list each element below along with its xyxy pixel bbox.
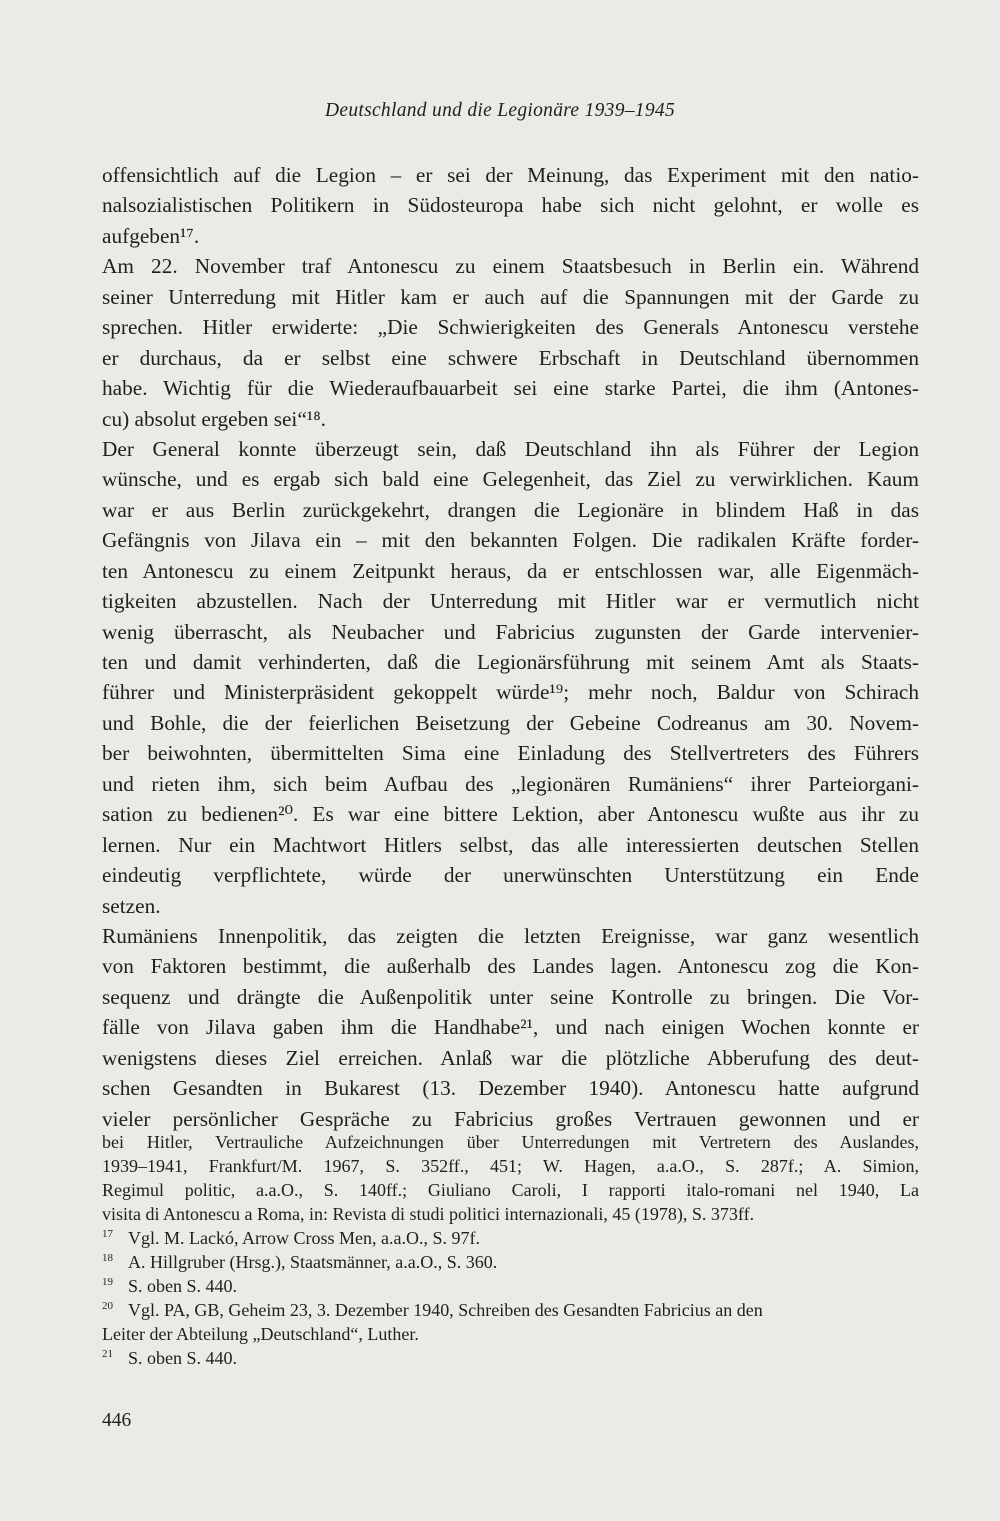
text-line: cu) absolut ergeben sei“¹⁸. bbox=[102, 406, 326, 431]
text-line: und Bohle, die der feierlichen Beisetzung der Gebeine Codreanus am 30. Novem- bbox=[102, 710, 919, 735]
text-line: nalsozialistischen Politikern in Südosteuropa habe sich nicht gelohnt, er wolle es bbox=[102, 193, 919, 218]
footnote-text: A. Hillgruber (Hrsg.), Staatsmänner, a.a.O., S. 360. bbox=[128, 1252, 498, 1272]
text-line: vieler persönlicher Gespräche zu Fabricius großes Vertrauen gewonnen und er bbox=[102, 1106, 919, 1131]
text-line: Rumäniens Innenpolitik, das zeigten die letzten Ereignisse, war ganz wesentlich bbox=[102, 923, 919, 948]
text-line: tigkeiten abzustellen. Nach der Unterredung mit Hitler war er vermutlich nicht bbox=[102, 589, 919, 614]
text-line: von Faktoren bestimmt, die außerhalb des Landes lagen. Antonescu zog die Kon- bbox=[102, 954, 919, 979]
text-line: wenig überrascht, als Neubacher und Fabricius zugunsten der Garde intervenier- bbox=[102, 619, 919, 644]
text-line: fälle von Jilava gaben ihm die Handhabe²¹, und nach einigen Wochen konnte er bbox=[102, 1015, 919, 1040]
text-line: er durchaus, da er selbst eine schwere Erbschaft in Deutschland übernommen bbox=[102, 345, 919, 370]
footnote-20: 20 Vgl. PA, GB, Geheim 23, 3. Dezember 1940, Schreiben des Gesandten Fabricius an den bbox=[102, 1300, 763, 1320]
main-text bbox=[102, 160, 919, 1134]
footnotes-block bbox=[102, 1130, 919, 1370]
text-line: seiner Unterredung mit Hitler kam er auch auf die Spannungen mit der Garde zu bbox=[102, 284, 919, 309]
page-number: 446 bbox=[102, 1410, 132, 1431]
text-line: sprechen. Hitler erwiderte: „Die Schwierigkeiten des Generals Antonescu verstehe bbox=[102, 315, 919, 340]
text-line: lernen. Nur ein Machtwort Hitlers selbst, das alle interessierten deutschen Stellen bbox=[102, 832, 919, 857]
text-line: ten und damit verhinderten, daß die Legionärsführung mit seinem Amt als Staats- bbox=[102, 650, 919, 674]
footnote-text: Vgl. PA, GB, Geheim 23, 3. Dezember 1940, Schreiben des Gesandten Fabricius an den bbox=[128, 1300, 763, 1320]
text-line: wenigstens dieses Ziel erreichen. Anlaß war die plötzliche Abberufung des deut- bbox=[102, 1045, 919, 1070]
text-line: schen Gesandten in Bukarest (13. Dezember 1940). Antonescu hatte aufgrund bbox=[102, 1076, 919, 1101]
footnote-continuation-line: 1939–1941, Frankfurt/M. 1967, S. 352ff., 451; W. Hagen, a.a.O., S. 287f.; A. Simion, bbox=[102, 1156, 919, 1176]
footnote-continuation-line: visita di Antonescu a Roma, in: Revista di studi politici internazionali, 45 (1978), S. 373ff. bbox=[102, 1204, 755, 1224]
text-line: wünsche, und es ergab sich bald eine Gelegenheit, das Ziel zu verwirklichen. Kaum bbox=[102, 467, 919, 492]
footnote-21: 21 S. oben S. 440. bbox=[102, 1348, 238, 1368]
footnote-18: 18 A. Hillgruber (Hrsg.), Staatsmänner, a.a.O., S. 360. bbox=[102, 1252, 498, 1272]
footnote-20-continuation: Leiter der Abteilung „Deutschland“, Luther. bbox=[102, 1324, 419, 1344]
text-line: und rieten ihm, sich beim Aufbau des „legionären Rumäniens“ ihrer Parteiorgani- bbox=[102, 771, 919, 796]
text-line: Gefängnis von Jilava ein – mit den bekannten Folgen. Die radikalen Kräfte forder- bbox=[102, 528, 919, 553]
footnote-text: S. oben S. 440. bbox=[128, 1276, 238, 1296]
footnote-19: 19 S. oben S. 440. bbox=[102, 1276, 238, 1296]
text-line: Am 22. November traf Antonescu zu einem Staatsbesuch in Berlin ein. Während bbox=[102, 254, 919, 279]
footnote-continuation-line: Regimul politic, a.a.O., S. 140ff.; Giuliano Caroli, I rapporti italo-romani nel 1940, La bbox=[102, 1180, 919, 1200]
footnote-text: Vgl. M. Lackó, Arrow Cross Men, a.a.O., S. 97f. bbox=[128, 1228, 480, 1248]
text-line: offensichtlich auf die Legion – er sei der Meinung, das Experiment mit den natio- bbox=[102, 163, 919, 187]
text-line: sequenz und drängte die Außenpolitik unter seine Kontrolle zu bringen. Die Vor- bbox=[102, 984, 919, 1009]
text-line: ten Antonescu zu einem Zeitpunkt heraus, da er entschlossen war, alle Eigenmäch- bbox=[102, 558, 919, 583]
footnote-continuation-line: bei Hitler, Vertrauliche Aufzeichnungen über Unterredungen mit Vertretern des Auslandes, bbox=[102, 1132, 919, 1152]
text-line: sation zu bedienen²⁰. Es war eine bittere Lektion, aber Antonescu wußte aus ihr zu bbox=[102, 802, 919, 827]
footnote-text: S. oben S. 440. bbox=[128, 1348, 238, 1368]
text-line: führer und Ministerpräsident gekoppelt würde¹⁹; mehr noch, Baldur von Schirach bbox=[102, 680, 919, 705]
text-line: Der General konnte überzeugt sein, daß Deutschland ihn als Führer der Legion bbox=[102, 436, 919, 461]
text-line: war er aus Berlin zurückgekehrt, drangen die Legionäre in blindem Haß in das bbox=[102, 497, 919, 522]
text-line: setzen. bbox=[102, 893, 161, 918]
running-title: Deutschland und die Legionäre 1939–1945 bbox=[324, 100, 676, 121]
text-line: aufgeben¹⁷. bbox=[102, 223, 200, 248]
text-line: habe. Wichtig für die Wiederaufbauarbeit sei eine starke Partei, die ihm (Antones- bbox=[102, 376, 919, 401]
text-line: ber beiwohnten, übermittelten Sima eine Einladung des Stellvertreters des Führers bbox=[102, 741, 919, 766]
footnote-17: 17 Vgl. M. Lackó, Arrow Cross Men, a.a.O., S. 97f. bbox=[102, 1228, 480, 1248]
text-line: eindeutig verpflichtete, würde der unerwünschten Unterstützung ein Ende bbox=[102, 863, 919, 888]
